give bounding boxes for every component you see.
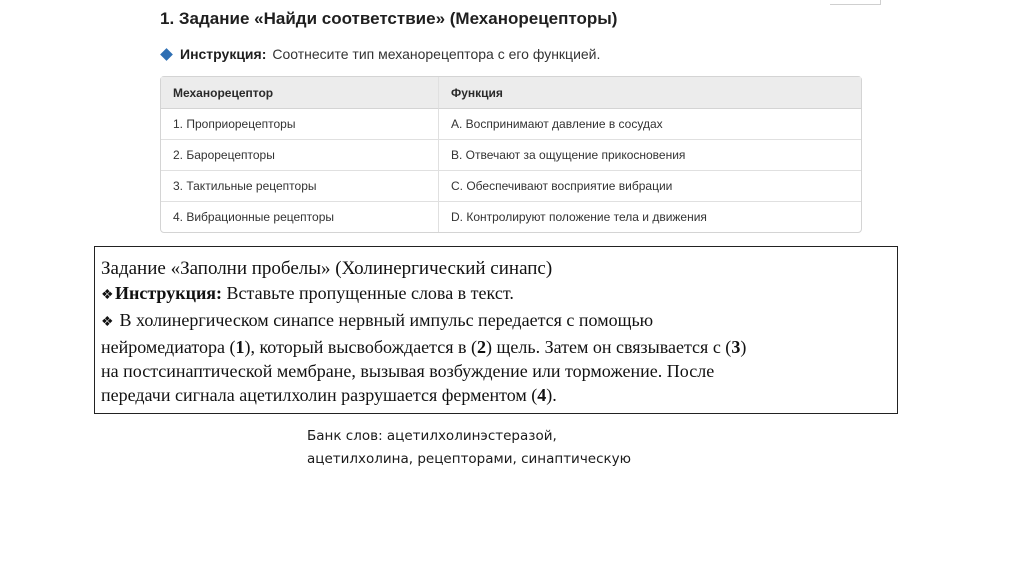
table-row (161, 202, 861, 232)
task2-text-segment: передачи сигнала ацетилхолин разрушается ферментом ( (101, 385, 538, 405)
task1-instruction (160, 46, 600, 62)
header-mechanoreceptor: Механорецептор (161, 77, 439, 109)
fill-in-task-box (94, 246, 898, 414)
table-cell-function: D. Контролируют положение тела и движения (451, 210, 707, 224)
table-cell-receptor: 1. Проприорецепторы (161, 109, 439, 140)
task2-text-segment: нейромедиатора ( (101, 337, 236, 357)
task2-instruction (101, 281, 897, 308)
task2-text-segment: ), который высвобождается в ( (244, 337, 478, 357)
word-bank (307, 425, 631, 471)
task2-text-segment: ) (740, 337, 747, 357)
slide-corner-mark (830, 0, 881, 5)
blank-number: 3 (731, 337, 741, 357)
task2-text-line: на постсинаптической мембране, вызывая возбуждение или торможение. После (101, 361, 715, 381)
task2-text-line (101, 383, 897, 407)
blank-number: 2 (477, 337, 487, 357)
diamond-bullet-icon: ❖ (101, 288, 114, 303)
word-bank-line: Банк слов: ацетилхолинэстеразой, (307, 428, 557, 444)
table-cell-function: A. Воспринимают давление в сосудах (439, 109, 861, 140)
table-row (161, 140, 861, 171)
header-function: Функция (439, 77, 861, 109)
table-row (161, 109, 861, 140)
table-row (161, 171, 861, 202)
table-cell-function: C. Обеспечивают восприятие вибрации (439, 171, 861, 202)
task2-text-segment: ). (546, 385, 557, 405)
diamond-bullet-icon: ❖ (101, 315, 114, 330)
word-bank-line: ацетилхолина, рецепторами, синаптическую (307, 451, 632, 467)
table-cell-receptor: 3. Тактильные рецепторы (161, 171, 439, 202)
task2-instruction-text: Вставьте пропущенные слова в текст. (222, 283, 514, 303)
task1-instruction-label: Инструкция: (180, 46, 267, 62)
table-cell-function: B. Отвечают за ощущение прикосновения (439, 140, 861, 171)
blank-number: 1 (235, 337, 245, 357)
task2-title: Задание «Заполни пробелы» (Холинергический синапс) (101, 258, 553, 279)
task2-text-segment: В холинергическом синапсе нервный импульс передается с помощью (115, 310, 654, 330)
task2-instruction-label: Инструкция: (115, 283, 223, 303)
match-table (160, 76, 862, 233)
task2-text-line (101, 308, 897, 335)
diamond-icon (160, 48, 173, 61)
task2-text-line (101, 335, 897, 359)
table-cell-receptor: 2. Барорецепторы (161, 140, 439, 171)
table-header-row (161, 77, 861, 109)
task1-instruction-text: Соотнесите тип механорецептора с его функцией. (272, 46, 601, 62)
task1-title: 1. Задание «Найди соответствие» (Механорецепторы) (160, 9, 618, 28)
task2-text-segment: ) щель. Затем он связывается с ( (486, 337, 732, 357)
table-cell-receptor: 4. Вибрационные рецепторы (161, 202, 439, 232)
blank-number: 4 (537, 385, 547, 405)
